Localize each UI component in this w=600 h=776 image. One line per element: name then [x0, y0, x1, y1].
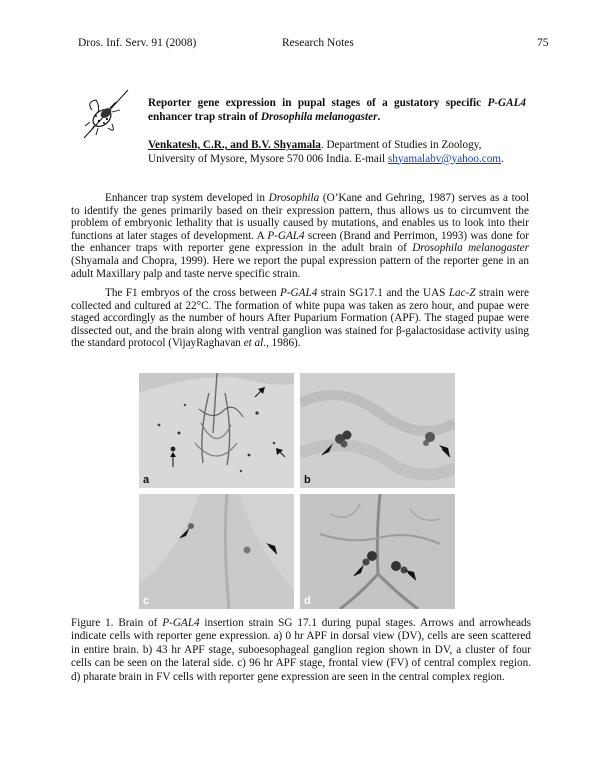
- page-number: 75: [537, 37, 549, 49]
- p1-italic-3: Drosophila melanogaster: [412, 242, 529, 255]
- p2-italic-1: P-GAL4: [280, 287, 318, 299]
- figure-panel-b: [300, 373, 455, 488]
- caption-text-2: insertion strain SG 17.1 during pupal stages. Arrows and arrowheads indicate cells with reporter gene expression. a) 0 hr APF in dorsal view (DV), cells are seen scattered in entire brain. b) 43 hr APF stage, suboesophageal ganglion region shown in DV, a cluster of four cells can be seen on the lateral side. c) 96 hr APF stage, frontal view (FV) of central complex region. d) pharate brain in FV cells with reporter gene expression are seen in the central complex region.: [71, 617, 531, 683]
- figure-panel-a: [139, 373, 294, 488]
- p1-text-1: Enhancer trap system developed in: [105, 192, 269, 204]
- title-text-3: .: [377, 110, 381, 123]
- author-affiliation: . Department of Studies in Zoology, University of Mysore, Mysore 570 006 India. E-mail: [148, 139, 482, 165]
- p1-text-3: screen (Brand and Perrimon, 1993) was done for the enhancer traps with reporter gene expression in the adult brain of: [71, 229, 529, 255]
- p1-text-4: (Shyamala and Chopra, 1999). Here we report the pupal expression pattern of the reporter gene in an adult Maxillary palp and taste nerve specific strain.: [71, 254, 529, 280]
- running-header-section: Research Notes: [282, 37, 354, 49]
- p2-text-4: ., 1986).: [263, 337, 301, 350]
- author-block: [148, 139, 528, 166]
- p1-text-2: (O’Kane and Gehring, 1987) serves as a tool to identify the genes primarily based on their expression pattern, thus allows us to circumvent the problem of embryonic lethality that is usually caused by mutations, and enables us to look into their functions at later stages of development. A: [71, 192, 529, 242]
- article-title: [148, 97, 526, 124]
- micrograph-b: [300, 373, 455, 488]
- caption-italic-1: P-GAL4: [162, 617, 200, 629]
- p2-text-1: The F1 embryos of the cross between: [105, 287, 280, 299]
- title-species: Drosophila melanogaster: [260, 110, 378, 123]
- micrograph-d: [300, 494, 455, 609]
- running-header-journal: Dros. Inf. Serv. 91 (2008): [78, 37, 197, 49]
- panel-label-b: b: [304, 474, 311, 486]
- p2-italic-3: et al: [243, 337, 264, 350]
- email-link[interactable]: shyamalabv@yahoo.com: [387, 152, 502, 165]
- fly-drawing-icon: [82, 88, 130, 140]
- author-names: Venkatesh, C.R., and B.V. Shyamala: [148, 139, 321, 151]
- title-text-2: enhancer trap strain of: [148, 110, 261, 123]
- title-text-1: Reporter gene expression in pupal stages of a gustatory specific: [148, 97, 488, 109]
- figure-caption: [71, 617, 531, 684]
- figure-1: [139, 373, 455, 609]
- p2-text-3: strain were collected and cultured at 22°C. The formation of white pupa was taken as zero hour, and pupae were staged accordingly as the number of hours After Puparium Formation (APF). The staged pupae were dissected out, and the brain along with ventral ganglion was stained for β-galactosidase activity using the standard protocol (VijayRaghavan: [71, 287, 529, 350]
- p2-text-2: strain SG17.1 and the UAS: [317, 287, 449, 299]
- paragraph-intro: [71, 192, 529, 280]
- paragraph-methods: [71, 287, 529, 350]
- p1-italic-1: Drosophila: [268, 192, 320, 204]
- figure-panel-d: [300, 494, 455, 609]
- micrograph-c: [139, 494, 294, 609]
- title-gene: P-GAL4: [487, 97, 526, 109]
- caption-text-1: Figure 1. Brain of: [71, 617, 163, 629]
- micrograph-a: [139, 373, 294, 488]
- panel-label-a: a: [143, 474, 150, 486]
- figure-panel-c: [139, 494, 294, 609]
- p1-italic-2: P-GAL4: [267, 229, 305, 242]
- panel-label-c: c: [143, 595, 150, 607]
- author-end: .: [501, 152, 504, 165]
- p2-italic-2: Lac-Z: [448, 287, 476, 299]
- panel-label-d: d: [304, 595, 311, 607]
